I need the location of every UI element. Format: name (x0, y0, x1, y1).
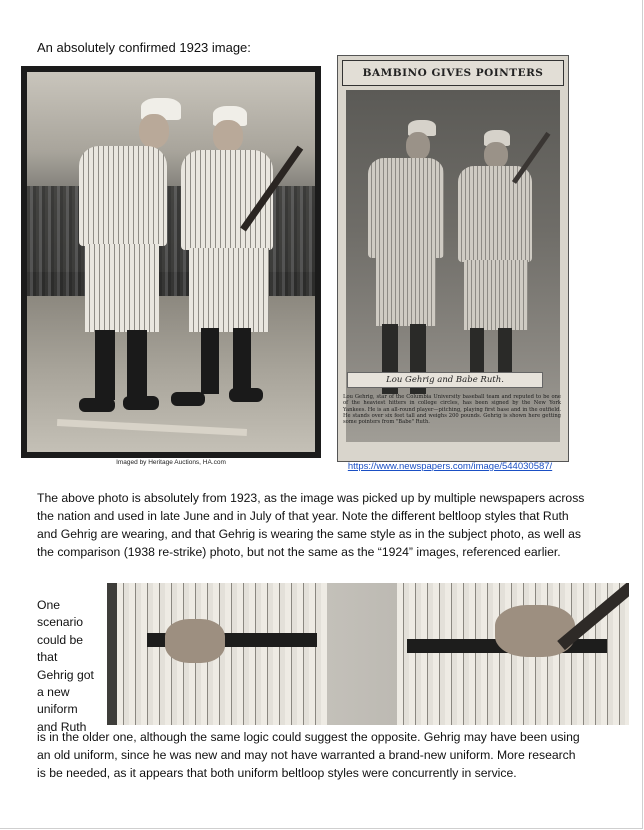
paragraph-2-line: uniform (37, 702, 78, 717)
page-heading: An absolutely confirmed 1923 image: (37, 40, 251, 55)
paragraph-1 (37, 489, 607, 561)
photo-beltloop-closeup (107, 583, 629, 725)
clipping-photo-caption: Lou Gehrig and Babe Ruth. (347, 372, 543, 388)
clipping-body-text: Lou Gehrig, star of the Columbia University baseball team and reputed to be one of the heaviest hitters in college circles, has been signed by the New York Yankees. He is an all-round player—pitching, playing first base and in the outfield. He stands over six feet tall and weighs 200 pounds. Gehrig is shown here getting some pointers from "Babe" Ruth. (343, 394, 561, 426)
paragraph-2-line: a new (37, 685, 70, 700)
photo-ruth-gehrig-1923 (21, 66, 321, 458)
paragraph-2-line: Gehrig got (37, 667, 94, 682)
paragraph-1-line: the nation and used in late June and in July of that year. Note the different beltloop styles that Ruth (37, 509, 569, 523)
paragraph-2 (37, 728, 612, 782)
newspapers-link[interactable]: https://www.newspapers.com/image/544030587/ (347, 461, 553, 472)
paragraph-1-line: The above photo is absolutely from 1923, as the image was picked up by multiple newspapers across (37, 491, 585, 505)
paragraph-1-line: the comparison (1938 re-strike) photo, but not the same as the “1924” images, referenced earlier. (37, 545, 561, 559)
paragraph-2-line: an old uniform, since he was new and may not have warranted a brand-new uniform. More research (37, 748, 576, 762)
paragraph-2-line: is in the older one, although the same logic could suggest the opposite. Gehrig may have been using (37, 730, 580, 744)
paragraph-2-line: is be needed, as it appears that both uniform beltloop styles were concurrently in service. (37, 766, 517, 780)
clipping-headline: BAMBINO GIVES POINTERS (342, 60, 564, 86)
paragraph-2-line: that (37, 650, 58, 665)
paragraph-2-line: scenario (37, 615, 84, 630)
paragraph-1-line: and Gehrig are wearing, and that Gehrig is wearing the same style as in the subject photo, as well as (37, 527, 581, 541)
paragraph-2-wrapped (37, 597, 103, 736)
photo-credit-caption: Imaged by Heritage Auctions, HA.com (116, 459, 226, 466)
paragraph-2-line: could be (37, 632, 84, 647)
clipping-photo (346, 90, 560, 442)
paragraph-2-line: One (37, 598, 61, 612)
paragraph-2-line: and Ruth (37, 719, 87, 734)
